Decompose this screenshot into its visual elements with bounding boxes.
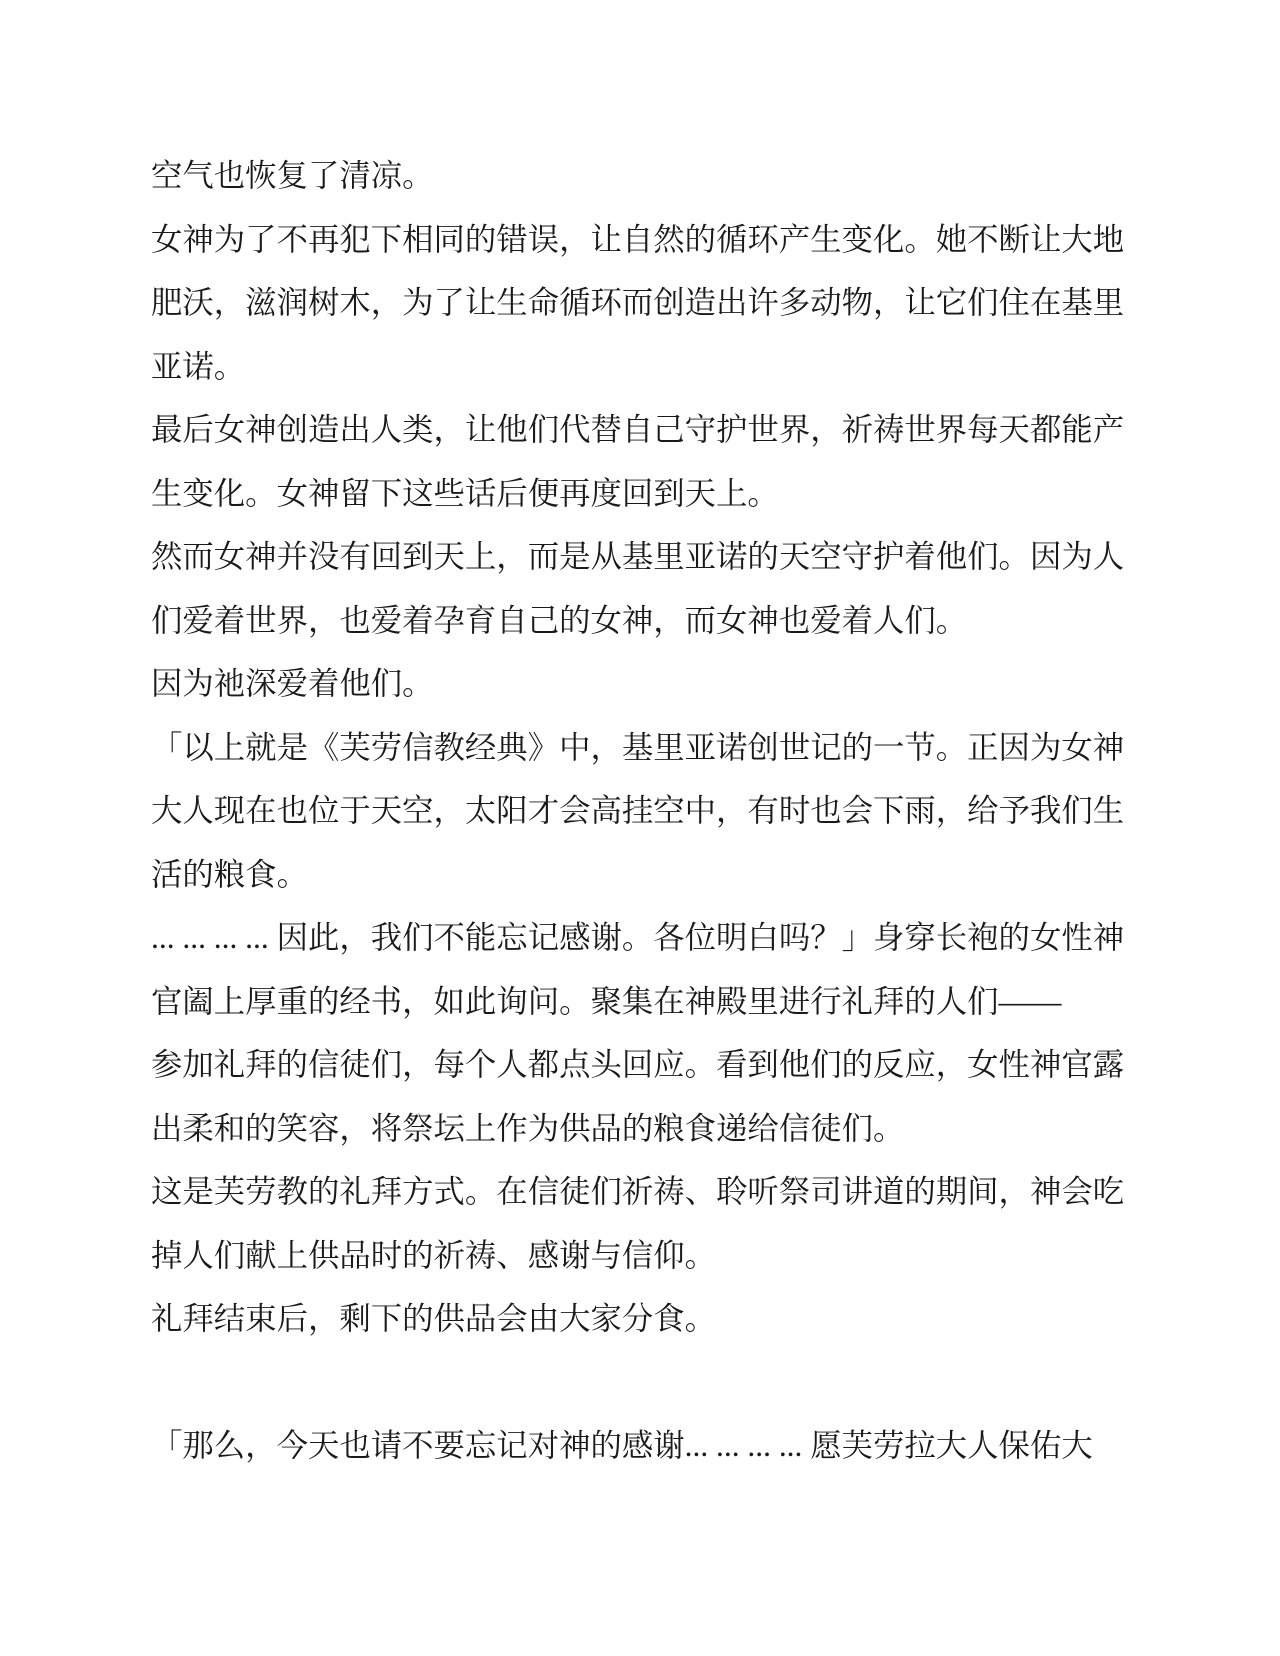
text-line: 肥沃，滋润树木，为了让生命循环而创造出许多动物，让它们住在基里 xyxy=(151,285,1125,320)
text-line: 亚诺。 xyxy=(151,348,246,384)
text-block xyxy=(151,144,1131,1478)
text-line: 「以上就是《芙劳信教经典》中，基里亚诺创世记的一节。正因为女神 xyxy=(151,729,1125,765)
text-line: ... ... ... ... 因此，我们不能忘记感谢。各位明白吗？」身穿长袍的女性神 xyxy=(151,920,1125,955)
text-line: 参加礼拜的信徒们，每个人都点头回应。看到他们的反应，女性神官露 xyxy=(151,1047,1125,1082)
text-line: 因为祂深爱着他们。 xyxy=(151,666,434,701)
text-line: 官阖上厚重的经书，如此询问。聚集在神殿里进行礼拜的人们—— xyxy=(151,983,1062,1019)
text-line: 大人现在也位于天空，太阳才会高挂空中，有时也会下雨，给予我们生 xyxy=(151,793,1125,828)
text-line: 空气也恢复了清凉。 xyxy=(151,158,434,193)
text-line: 礼拜结束后，剩下的供品会由大家分食。 xyxy=(151,1301,717,1336)
text-line: 这是芙劳教的礼拜方式。在信徒们祈祷、聆听祭司讲道的期间，神会吃 xyxy=(151,1174,1125,1209)
text-line: 活的粮食。 xyxy=(151,856,308,892)
text-line: 「那么，今天也请不要忘记对神的感谢... ... ... ... 愿芙劳拉大人保佑大 xyxy=(151,1428,1093,1463)
text-line: 生变化。女神留下这些话后便再度回到天上。 xyxy=(151,475,779,511)
text-line: 最后女神创造出人类，让他们代替自己守护世界，祈祷世界每天都能产 xyxy=(151,412,1125,447)
text-line: 们爱着世界，也爱着孕育自己的女神，而女神也爱着人们。 xyxy=(151,602,968,638)
text-line: 出柔和的笑容，将祭坛上作为供品的粮食递给信徒们。 xyxy=(151,1110,905,1146)
text-line: 然而女神并没有回到天上，而是从基里亚诺的天空守护着他们。因为人 xyxy=(151,539,1125,574)
blank-line xyxy=(151,1351,1131,1415)
text-line: 女神为了不再犯下相同的错误，让自然的循环产生变化。她不断让大地 xyxy=(151,221,1125,257)
text-line: 掉人们献上供品时的祈祷、感谢与信仰。 xyxy=(151,1237,717,1273)
